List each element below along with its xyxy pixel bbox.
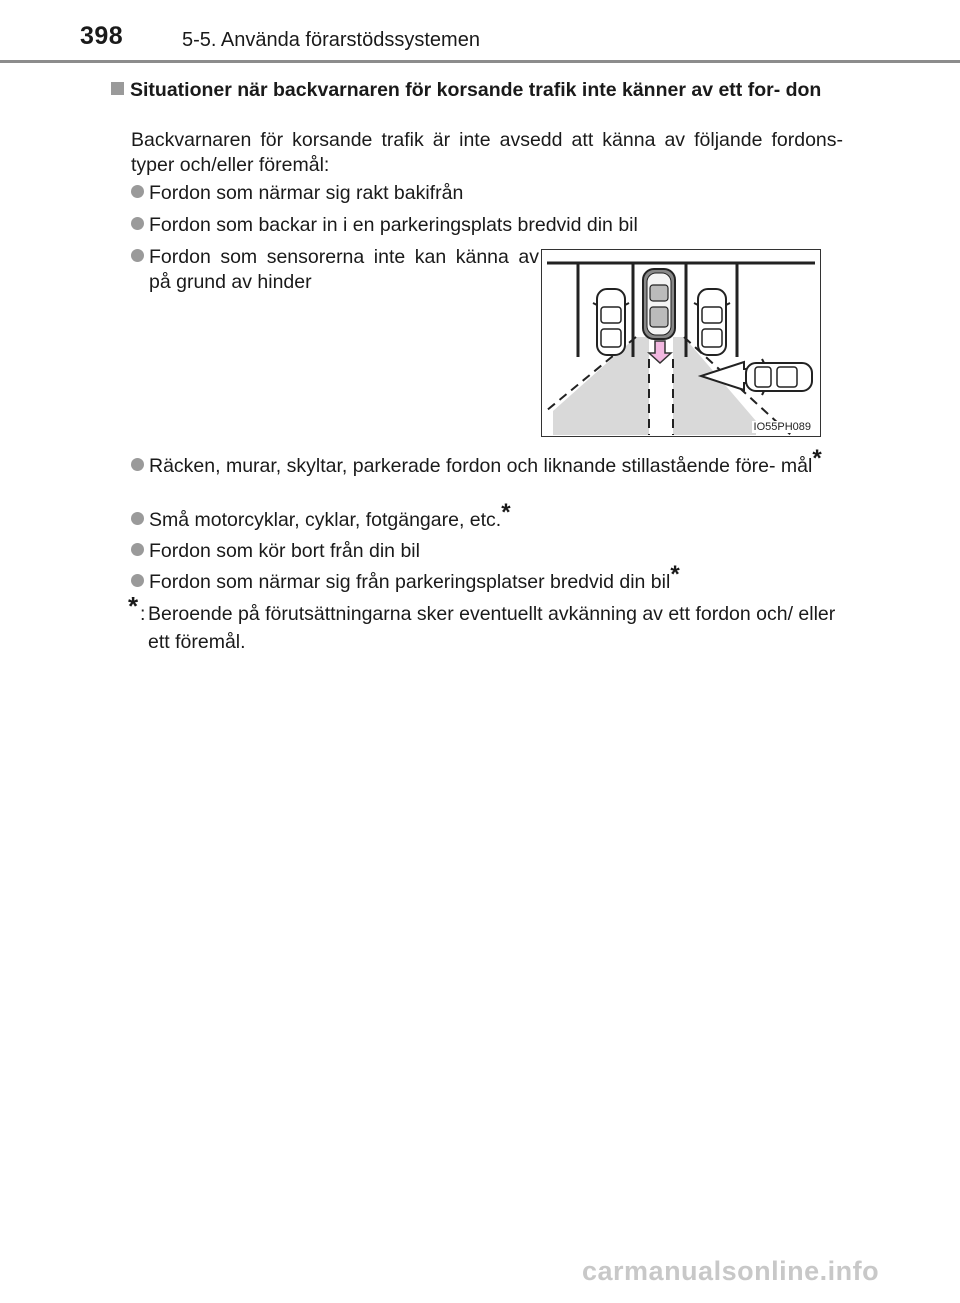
- figure-code: IO55PH089: [753, 421, 811, 433]
- footnote-colon: :: [140, 603, 146, 625]
- square-bullet-icon: [111, 82, 124, 95]
- footnote-marker: *: [501, 499, 511, 526]
- car-own: [643, 269, 675, 339]
- list-item: [131, 213, 638, 238]
- header-divider: [0, 60, 960, 63]
- section-title: 5-5. Använda förarstödssystemen: [182, 29, 480, 51]
- circle-bullet-icon: [131, 512, 144, 525]
- list-item: [131, 539, 420, 564]
- list-item-text: Fordon som backar in i en parkeringsplats bredvid din bil: [149, 214, 638, 236]
- page-number: 398: [80, 22, 124, 50]
- car-parked-right: [694, 289, 730, 355]
- list-item: [131, 499, 511, 533]
- watermark: carmanualsonline.info: [582, 1256, 880, 1286]
- footnote-text: Beroende på förutsättningarna sker eventuellt avkänning av ett fordon och/ eller ett föremål.: [148, 603, 836, 653]
- intro-paragraph: Backvarnaren för korsande trafik är inte avsedd att känna av följande fordons- typer och/eller föremål:: [131, 129, 843, 176]
- circle-bullet-icon: [131, 543, 144, 556]
- list-item: [131, 445, 863, 479]
- footnote-marker: *: [670, 561, 680, 588]
- list-item-text: Fordon som kör bort från din bil: [149, 540, 420, 562]
- parking-diagram: [541, 249, 821, 437]
- list-item-text: Fordon som sensorerna inte kan känna av på grund av hinder: [149, 246, 539, 293]
- circle-bullet-icon: [131, 574, 144, 587]
- car-approaching: [746, 359, 812, 395]
- circle-bullet-icon: [131, 249, 144, 262]
- heading-text: Situationer när backvarnaren för korsande trafik inte känner av ett for- don: [130, 79, 822, 101]
- circle-bullet-icon: [131, 217, 144, 230]
- footnote-marker: *: [812, 445, 822, 472]
- circle-bullet-icon: [131, 185, 144, 198]
- list-item-text: Små motorcyklar, cyklar, fotgängare, etc.: [149, 509, 502, 531]
- list-item: [131, 561, 680, 595]
- parking-illustration: [541, 249, 821, 437]
- list-item-text: Fordon som närmar sig rakt bakifrån: [149, 182, 464, 204]
- car-parked-left: [593, 289, 629, 355]
- list-item: [131, 181, 463, 206]
- page-header: [0, 0, 960, 62]
- subsection-heading: [111, 77, 856, 104]
- footnote-asterisk: *: [128, 591, 139, 621]
- list-item: [131, 245, 539, 295]
- list-item-text: Räcken, murar, skyltar, parkerade fordon och liknande stillastående före- mål: [149, 455, 813, 477]
- list-item-text: Fordon som närmar sig från parkeringsplatser bredvid din bil: [149, 571, 671, 593]
- circle-bullet-icon: [131, 458, 144, 471]
